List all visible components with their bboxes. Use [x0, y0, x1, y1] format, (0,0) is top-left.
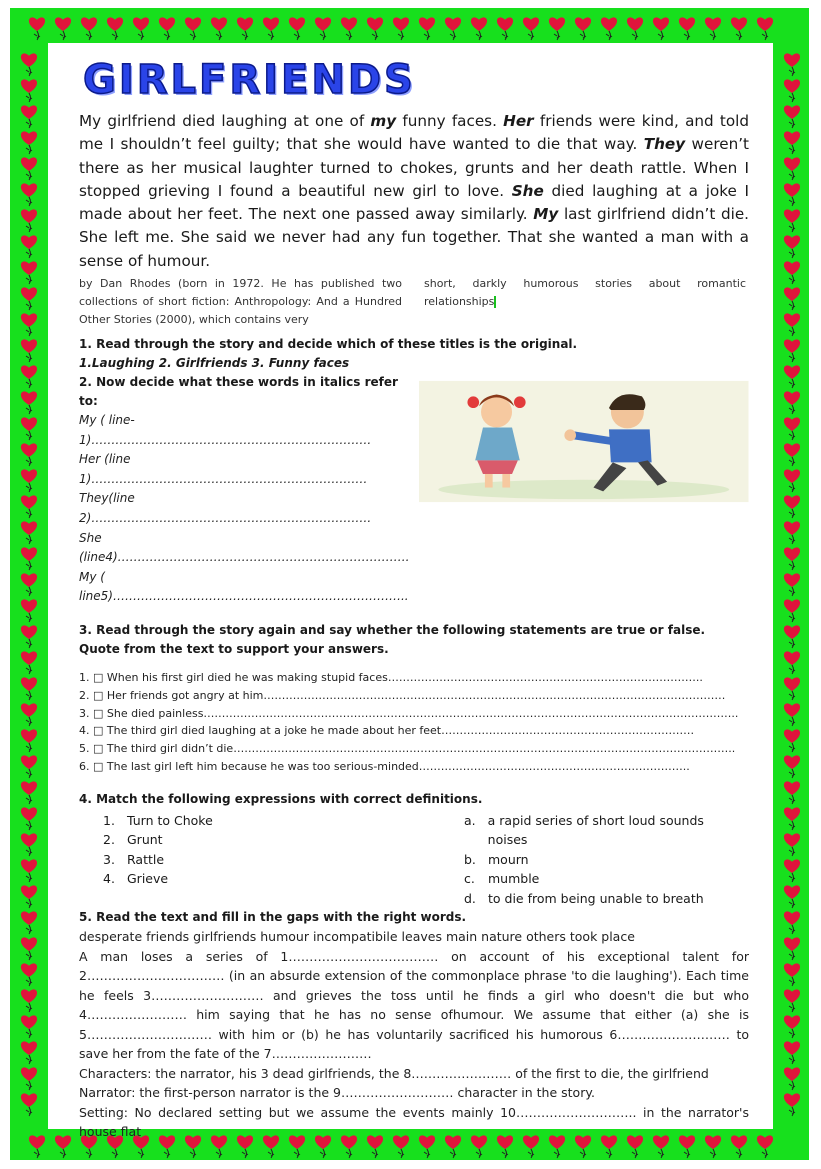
- heart-icon: [21, 703, 37, 726]
- story-segment: last girlfriend didn’t die. She left me. She said we never had any fun together. That she wanted a man with a sense of humour.: [79, 205, 750, 270]
- italic-word: They: [643, 135, 686, 154]
- gap-fill-paragraph[interactable]: A man loses a series of 1……………………………… on account of his exceptional talent for 2…………………………… (in an absurde extension of the commonplace phrase 'to die laughing'). Each time he feels 3……………………… and grieves the toss until he finds a girl who doesn't die but who 4…………………… him saying that he has no sense ofhumour. We assume that either (a) she is 5………………………… with him or (b) he has voluntarily sacrificed his humorous 6……………………… to save her from the fate of the 7……………………: [79, 948, 749, 1062]
- heart-icon: [784, 1015, 800, 1038]
- heart-icon: [367, 17, 383, 40]
- term-number: 1.: [103, 812, 115, 828]
- heart-icon: [784, 781, 800, 804]
- answer-line[interactable]: My ( line-1)…………………………………………………………….: [79, 413, 372, 447]
- italic-word: She: [511, 181, 544, 200]
- statement-line[interactable]: 2. □ Her friends got angry at him………………………………………………………………………………………………………………: [79, 688, 726, 702]
- definition-letter: b.: [464, 851, 476, 867]
- answer-line[interactable]: She (line4)……………………………………………………………….: [79, 530, 410, 565]
- heart-icon: [21, 729, 37, 752]
- heart-icon: [21, 911, 37, 934]
- heart-icon: [21, 1015, 37, 1038]
- heart-icon: [55, 1135, 71, 1158]
- story-segment: My girlfriend died laughing at one of: [79, 112, 371, 130]
- heart-icon: [784, 79, 800, 102]
- heart-icon: [784, 651, 800, 674]
- heart-icon: [784, 131, 800, 154]
- heart-icon: [784, 989, 800, 1012]
- definition-text: to die from being unable to breath: [488, 890, 704, 906]
- term-text: Grieve: [127, 871, 169, 887]
- heart-icon: [21, 989, 37, 1012]
- italic-word: my: [370, 112, 397, 130]
- heart-icon: [784, 833, 800, 856]
- definition-item[interactable]: [464, 869, 744, 889]
- statement-line[interactable]: 6. □ The last girl left him because he was too serious-minded………………………………………………………………..: [79, 760, 690, 773]
- heart-icon: [185, 17, 201, 40]
- heart-icon: [784, 391, 800, 414]
- heart-icon: [419, 17, 435, 40]
- heart-icon: [29, 17, 45, 40]
- heart-icon: [341, 17, 357, 40]
- heart-icon: [523, 17, 539, 40]
- author-note-text: short, darkly humorous stories about romantic relationships: [424, 277, 746, 309]
- heart-icon: [784, 911, 800, 934]
- heart-icon: [784, 599, 800, 622]
- heart-icon: [21, 963, 37, 986]
- heart-icon: [679, 17, 695, 40]
- answer-line[interactable]: My ( line5)………………………………………………………………..: [79, 569, 409, 604]
- definition-letter: a.: [464, 812, 476, 828]
- definition-item[interactable]: [464, 850, 744, 870]
- heart-icon: [784, 807, 800, 830]
- heart-icon: [21, 417, 37, 440]
- heart-icon: [784, 703, 800, 726]
- question-4-heading: 4. Match the following expressions with correct definitions.: [79, 791, 483, 806]
- heart-icon: [784, 1067, 800, 1090]
- question-3-heading: 3. Read through the story again and say whether the following statements are true or false. Quote from the text to support your answers.: [79, 623, 706, 657]
- heart-icon: [784, 625, 800, 648]
- heart-icon: [784, 261, 800, 284]
- italic-word: My: [533, 205, 559, 224]
- statement-line[interactable]: 4. □ The third girl died laughing at a joke he made about her feet……………………………………………………………: [79, 724, 695, 738]
- heart-icon: [21, 1093, 37, 1116]
- heart-icon: [315, 17, 331, 40]
- term-number: 4.: [103, 871, 115, 887]
- word-bank: desperate friends girlfriends humour incompatibile leaves main nature others took place: [79, 929, 635, 945]
- story-segment: weren’t there as her musical laughter turned to chokes, grunts and her death rattle. When I stopped grieving I found a beautiful new girl to love.: [79, 135, 749, 200]
- question-2-section: [79, 373, 749, 607]
- heart-icon: [784, 755, 800, 778]
- question-2-heading: 2. Now decide what these words in italics refer: [79, 375, 398, 390]
- heart-icon: [627, 17, 643, 40]
- question-1-options: 1.Laughing 2. Girlfriends 3. Funny faces: [79, 356, 350, 371]
- heart-icon: [21, 859, 37, 882]
- heart-icon: [784, 417, 800, 440]
- heart-icon: [471, 17, 487, 40]
- heart-icon: [784, 521, 800, 544]
- heart-icon: [21, 365, 37, 388]
- definition-text: a rapid series of short loud sounds noises: [487, 812, 704, 848]
- heart-icon: [107, 17, 123, 40]
- question-2-heading-cont: to:: [79, 394, 98, 409]
- heart-icon: [784, 443, 800, 466]
- worksheet-title: GIRLFRIENDS: [83, 57, 416, 103]
- term-text: Grunt: [127, 832, 163, 848]
- definition-list: [464, 811, 744, 909]
- heart-icon: [497, 17, 513, 40]
- term-item[interactable]: [103, 850, 464, 870]
- term-item[interactable]: [103, 830, 464, 850]
- heart-icon: [705, 17, 721, 40]
- term-number: 3.: [103, 851, 115, 867]
- heart-icon: [21, 833, 37, 856]
- term-text: Turn to Choke: [127, 812, 213, 828]
- heart-icon: [784, 547, 800, 570]
- heart-icon: [211, 17, 227, 40]
- heart-icon: [21, 521, 37, 544]
- heart-icon: [21, 105, 37, 128]
- heart-icon: [784, 209, 800, 232]
- heart-icon: [21, 1067, 37, 1090]
- heart-icon: [757, 17, 773, 40]
- heart-icon: [237, 17, 253, 40]
- heart-icon: [21, 599, 37, 622]
- heart-icon: [731, 17, 747, 40]
- term-text: Rattle: [127, 851, 165, 867]
- heart-icon: [757, 1135, 773, 1158]
- heart-icon: [784, 963, 800, 986]
- heart-icon: [21, 573, 37, 596]
- term-item[interactable]: [103, 811, 464, 831]
- heart-icon: [159, 17, 175, 40]
- heart-icon: [784, 469, 800, 492]
- heart-icon: [21, 677, 37, 700]
- heart-icon: [21, 157, 37, 180]
- text-cursor: [494, 296, 496, 308]
- statement-line[interactable]: 5. □ The third girl didn’t die………………………………………………………………………………………………………………………..: [79, 742, 736, 756]
- story-segment: died laughing at a joke I made about her feet. The next one passed away similarly.: [79, 181, 749, 224]
- cartoon-illustration: [419, 379, 749, 504]
- heart-icon: [575, 17, 591, 40]
- heart-icon: [21, 1041, 37, 1064]
- heart-icon: [784, 313, 800, 336]
- definition-item[interactable]: [464, 811, 744, 850]
- heart-icon: [784, 53, 800, 76]
- author-note: [79, 275, 749, 329]
- heart-icon: [29, 1135, 45, 1158]
- definition-text: mumble: [488, 871, 540, 887]
- heart-icon: [653, 17, 669, 40]
- heart-icon: [549, 17, 565, 40]
- worksheet-content: [79, 57, 750, 1142]
- story-segment: funny faces.: [396, 112, 504, 130]
- gap-fill-characters[interactable]: Characters: the narrator, his 3 dead girlfriends, the 8…………………… of the first to die, the girlfriend: [79, 1065, 709, 1081]
- heart-icon: [393, 17, 409, 40]
- gap-fill-narrator[interactable]: Narrator: the first-person narrator is the 9……………………… character in the story.: [79, 1085, 595, 1101]
- term-number: 2.: [103, 832, 115, 848]
- heart-icon: [784, 937, 800, 960]
- heart-icon: [21, 651, 37, 674]
- heart-icon: [784, 157, 800, 180]
- matching-exercise: [79, 811, 749, 909]
- heart-icon: [21, 209, 37, 232]
- heart-icon: [21, 781, 37, 804]
- definition-text: mourn: [488, 851, 529, 867]
- heart-icon: [601, 17, 617, 40]
- heart-icon: [21, 131, 37, 154]
- heart-icon: [445, 17, 461, 40]
- story-segment: friends were kind, and told me I shouldn’t feel guilty; that she would have wanted to die that way.: [79, 112, 749, 154]
- heart-icon: [784, 1041, 800, 1064]
- heart-icon: [784, 677, 800, 700]
- heart-icon: [21, 443, 37, 466]
- gap-fill-setting[interactable]: Setting: No declared setting but we assume the events mainly 10……………………….. in the narrator's house flat: [79, 1104, 749, 1140]
- term-list: [79, 811, 464, 909]
- heart-icon: [21, 469, 37, 492]
- heart-icon: [289, 17, 305, 40]
- heart-icon: [21, 313, 37, 336]
- heart-icon: [133, 17, 149, 40]
- heart-icon: [784, 1093, 800, 1116]
- heart-icon: [784, 235, 800, 258]
- heart-icon: [21, 261, 37, 284]
- author-note-col2: [424, 275, 746, 329]
- heart-icon: [784, 885, 800, 908]
- heart-icon: [784, 365, 800, 388]
- answer-line[interactable]: They(line 2)…………………………………………………………….: [79, 491, 372, 526]
- heart-icon: [21, 79, 37, 102]
- heart-icon: [263, 17, 279, 40]
- heart-icon: [784, 183, 800, 206]
- heart-icon: [784, 339, 800, 362]
- heart-icon: [21, 885, 37, 908]
- heart-icon: [21, 625, 37, 648]
- heart-icon: [81, 17, 97, 40]
- heart-icon: [21, 755, 37, 778]
- heart-icon: [21, 53, 37, 76]
- heart-icon: [784, 495, 800, 518]
- heart-icon: [21, 391, 37, 414]
- heart-icon: [21, 807, 37, 830]
- heart-icon: [784, 573, 800, 596]
- heart-icon: [784, 105, 800, 128]
- heart-icon: [21, 495, 37, 518]
- italic-word: Her: [503, 112, 534, 130]
- author-note-col1: by Dan Rhodes (born in 1972. He has published two collections of short fiction: Anthropology: And a Hundred Other Stories (2000), which contains very: [79, 277, 402, 327]
- statement-line[interactable]: 1. □ When his first girl died he was making stupid faces…………………………………………………………………………..: [79, 671, 703, 685]
- answer-line[interactable]: Her (line 1)……………………………………………………………: [79, 452, 368, 486]
- question-1-heading: 1. Read through the story and decide which of these titles is the original.: [79, 337, 578, 352]
- heart-icon: [21, 937, 37, 960]
- heart-icon: [21, 339, 37, 362]
- definition-letter: c.: [464, 871, 475, 887]
- question-2-items: [79, 373, 409, 607]
- heart-icon: [21, 235, 37, 258]
- statement-line[interactable]: 3. □ She died painless………………………………………………………………………………………………………………………………..: [79, 706, 739, 720]
- story-text: [79, 110, 749, 273]
- question-5-heading: 5. Read the text and fill in the gaps with the right words.: [79, 910, 467, 925]
- definition-item[interactable]: [464, 889, 744, 909]
- heart-icon: [21, 287, 37, 310]
- term-item[interactable]: [103, 869, 464, 889]
- heart-icon: [784, 287, 800, 310]
- definition-letter: d.: [464, 890, 476, 906]
- heart-icon: [21, 183, 37, 206]
- heart-icon: [55, 17, 71, 40]
- heart-icon: [784, 729, 800, 752]
- heart-icon: [784, 859, 800, 882]
- heart-icon: [21, 547, 37, 570]
